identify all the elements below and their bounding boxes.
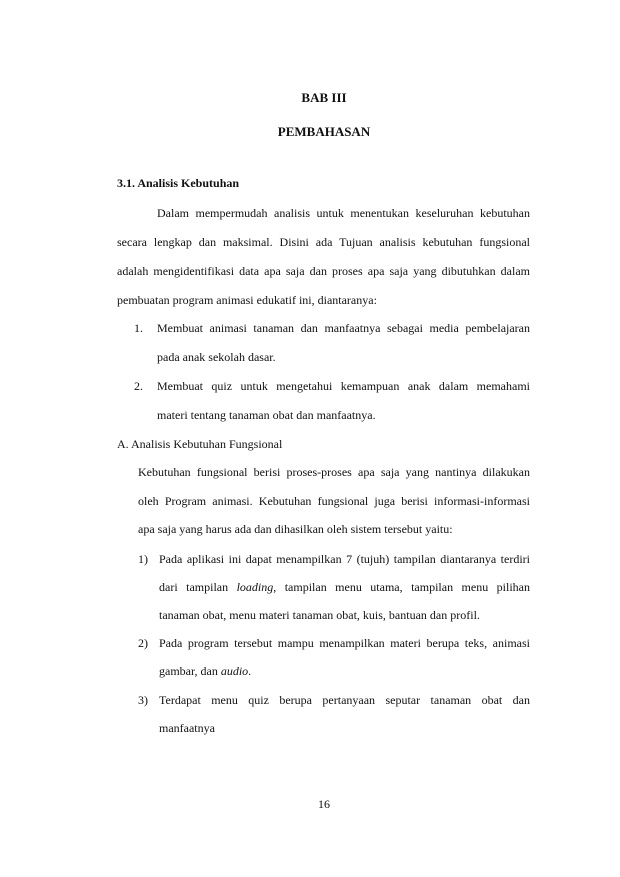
page-number: 16	[318, 797, 330, 811]
subsection-line: apa saja yang harus ada dan dihasilkan oleh sistem tersebut yaitu:	[138, 522, 453, 536]
subsection-title: A. Analisis Kebutuhan Fungsional	[117, 437, 283, 451]
list-item-number: 1)	[138, 552, 148, 566]
list-item-text: materi tentang tanaman obat dan manfaatnya.	[157, 408, 376, 422]
text-run: gambar, dan	[159, 664, 221, 678]
list-item-text: pada anak sekolah dasar.	[157, 350, 276, 364]
italic-term: loading	[236, 580, 274, 594]
text-run: .	[248, 664, 252, 678]
text-run: dari tampilan	[159, 580, 237, 594]
list-item-text: Membuat animasi tanaman dan manfaatnya sebagai media pembelajaran	[157, 321, 530, 335]
intro-line: pembuatan program animasi edukatif ini, diantaranya:	[117, 293, 377, 307]
intro-line: Dalam mempermudah analisis untuk menentukan keseluruhan kebutuhan	[157, 206, 530, 220]
italic-term: audio	[220, 664, 249, 678]
list-item-text	[159, 664, 251, 678]
list-item-number: 3)	[138, 693, 148, 707]
list-item-text: Pada program tersebut mampu menampilkan materi berupa teks, animasi	[159, 636, 530, 650]
list-item-text: tanaman obat, menu materi tanaman obat, kuis, bantuan dan profil.	[159, 608, 480, 622]
chapter-number: BAB III	[301, 90, 347, 105]
list-item-text	[159, 580, 530, 594]
list-item-text: manfaatnya	[159, 721, 215, 735]
subsection-line: oleh Program animasi. Kebutuhan fungsional juga berisi informasi-informasi	[138, 494, 530, 508]
list-item-number: 1.	[134, 321, 143, 335]
intro-line: adalah mengidentifikasi data apa saja dan proses apa saja yang dibutuhkan dalam	[117, 264, 530, 278]
text-run: , tampilan menu utama, tampilan menu pilihan	[273, 580, 530, 594]
chapter-title: PEMBAHASAN	[277, 124, 371, 139]
list-item-number: 2.	[134, 379, 143, 393]
list-item-text: Terdapat menu quiz berupa pertanyaan seputar tanaman obat dan	[159, 693, 530, 707]
intro-line: secara lengkap dan maksimal. Disini ada Tujuan analisis kebutuhan fungsional	[117, 235, 530, 249]
section-title: 3.1. Analisis Kebutuhan	[117, 176, 240, 190]
list-item-text: Membuat quiz untuk mengetahui kemampuan anak dalam memahami	[157, 379, 530, 393]
subsection-line: Kebutuhan fungsional berisi proses-proses apa saja yang nantinya dilakukan	[138, 465, 530, 479]
list-item-text: Pada aplikasi ini dapat menampilkan 7 (tujuh) tampilan diantaranya terdiri	[159, 552, 530, 566]
list-item-number: 2)	[138, 636, 148, 650]
